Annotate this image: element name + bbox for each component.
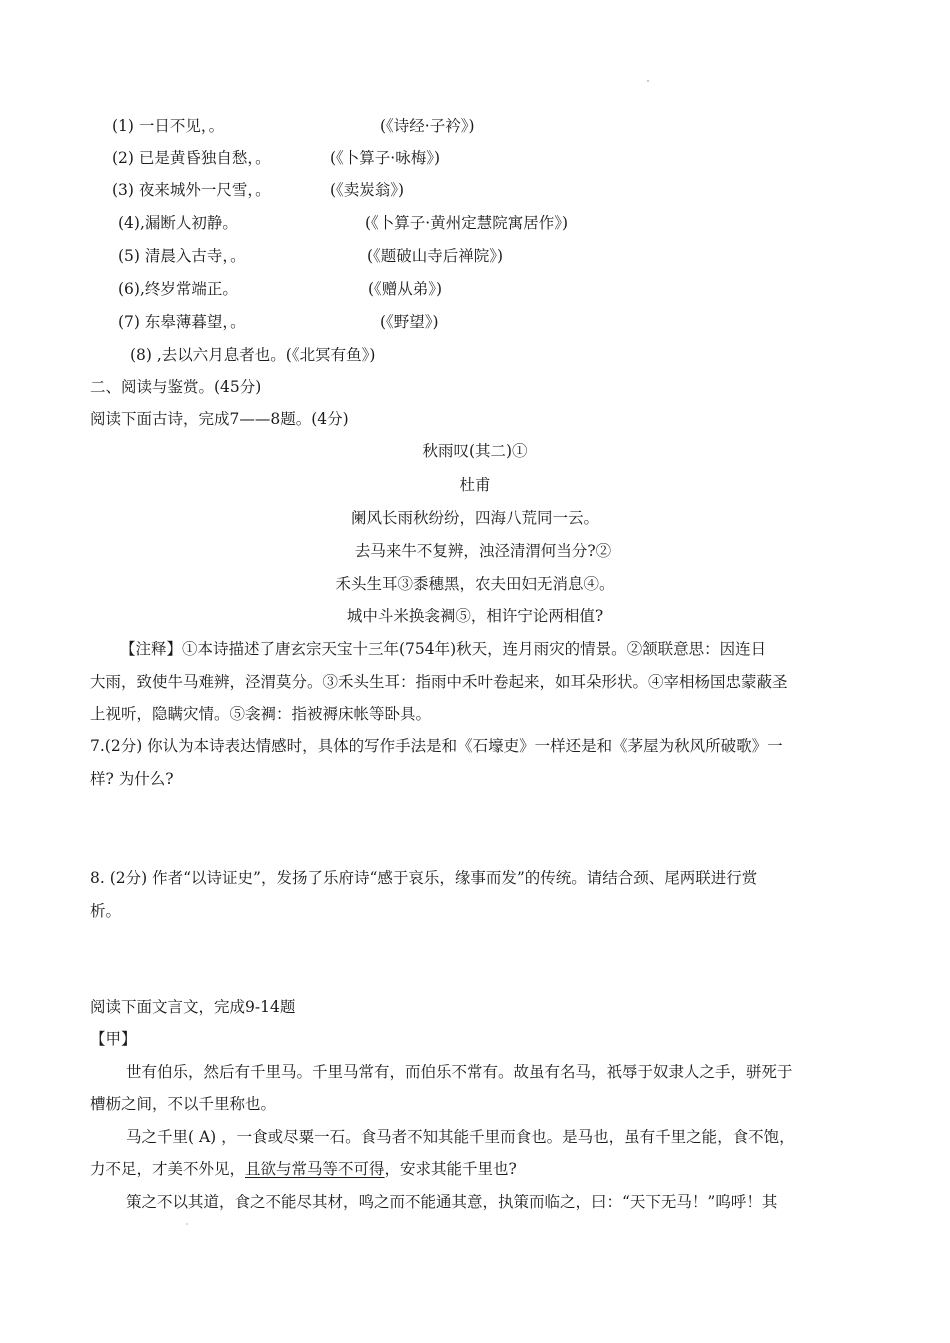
passage-p2-line-1: 马之千里( A) ，一食或尽粟一石。食马者不知其能千里而食也。是马也，虽有千里之能，食不饱， — [126, 1128, 795, 1146]
question-7-line-1: 7.(2分) 你认为本诗表达情感时，具体的写作手法是和《石壕吏》一样还是和《茅屋为秋风所破歌》一 — [90, 737, 783, 755]
underlined-sentence: 且欲与常马等不可得 — [245, 1160, 385, 1178]
notes-line-2: 大雨，致使牛马难辨，泾渭莫分。③禾头生耳：指雨中禾叶卷起来，如耳朵形状。④宰相杨国忠蒙蔽圣 — [90, 673, 788, 691]
poem-line-2: 去马来牛不复辨，浊泾清渭何当分?② — [354, 542, 612, 560]
blank-item-4: (4),漏断人初静。 — [118, 214, 238, 232]
passage-p1-line-2: 槽枥之间，不以千里称也。 — [90, 1095, 277, 1113]
poem-line-1: 阑风长雨秋纷纷，四海八荒同一云。 — [350, 509, 599, 527]
blank-item-8: (8) ,去以六月息者也。(《北冥有鱼》) — [130, 346, 376, 364]
blank-item-3: (3) 夜来城外一尺雪，。 — [112, 181, 271, 199]
blank-source-1: (《诗经·子衿》) — [380, 117, 475, 135]
blank-item-6: (6),终岁常端正。 — [118, 280, 238, 298]
poem-title: 秋雨叹(其二)① — [422, 442, 528, 460]
notes-line-3: 上视听，隐瞒灾情。⑤衾裯：指被褥床帐等卧具。 — [90, 705, 432, 723]
passage-text: 力不足，才美不外见， — [90, 1160, 246, 1178]
scan-dot — [186, 1223, 188, 1225]
blank-source-6: (《赠从弟》) — [368, 280, 443, 298]
poem-line-3: 禾头生耳③黍穗黑，农夫田妇无消息④。 — [335, 575, 615, 593]
blank-item-7: (7) 东皋薄暮望，。 — [118, 313, 246, 331]
question-8-line-2: 析。 — [90, 902, 122, 920]
poem-instruction: 阅读下面古诗，完成7——8题。(4分) — [90, 410, 349, 428]
blank-item-2: (2) 已是黄昏独自愁，。 — [112, 149, 271, 167]
question-8-line-1: 8. (2分) 作者“以诗证史”，发扬了乐府诗“感于哀乐，缘事而发”的传统。请结合颈、尾两联进行赏 — [90, 869, 758, 887]
passage-label: 【甲】 — [90, 1030, 137, 1048]
blank-source-5: (《题破山寺后禅院》) — [367, 247, 504, 265]
blank-source-2: (《卜算子·咏梅》) — [330, 149, 441, 167]
section-heading: 二、阅读与鉴赏。(45分) — [90, 378, 262, 396]
classical-instruction: 阅读下面文言文，完成9-14题 — [90, 998, 296, 1016]
poem-line-4: 城中斗米换衾裯⑤，相许宁论两相值? — [346, 607, 604, 625]
passage-p2-line-2 — [90, 1159, 517, 1179]
passage-p3-line-1: 策之不以其道，食之不能尽其材，鸣之而不能通其意，执策而临之，曰：“天下无马！”呜呼！其 — [126, 1193, 778, 1211]
blank-source-7: (《野望》) — [380, 313, 439, 331]
blank-item-5: (5) 清晨入古寺，。 — [118, 247, 246, 265]
passage-text: ，安求其能千里也? — [384, 1160, 517, 1178]
blank-source-4: (《卜算子·黄州定慧院寓居作》) — [365, 214, 569, 232]
blank-item-1: (1) 一日不见，。 — [112, 117, 225, 135]
passage-p1-line-1: 世有伯乐，然后有千里马。千里马常有，而伯乐不常有。故虽有名马，祇辱于奴隶人之手，骈死于 — [126, 1063, 793, 1081]
scan-dot — [647, 80, 649, 82]
poem-author: 杜甫 — [459, 476, 491, 494]
question-7-line-2: 样? 为什么? — [90, 770, 174, 788]
blank-source-3: (《卖炭翁》) — [330, 181, 405, 199]
notes-line-1: 【注释】①本诗描述了唐玄宗天宝十三年(754年)秋天，连月雨灾的情景。②颔联意思：因连日 — [120, 640, 767, 658]
